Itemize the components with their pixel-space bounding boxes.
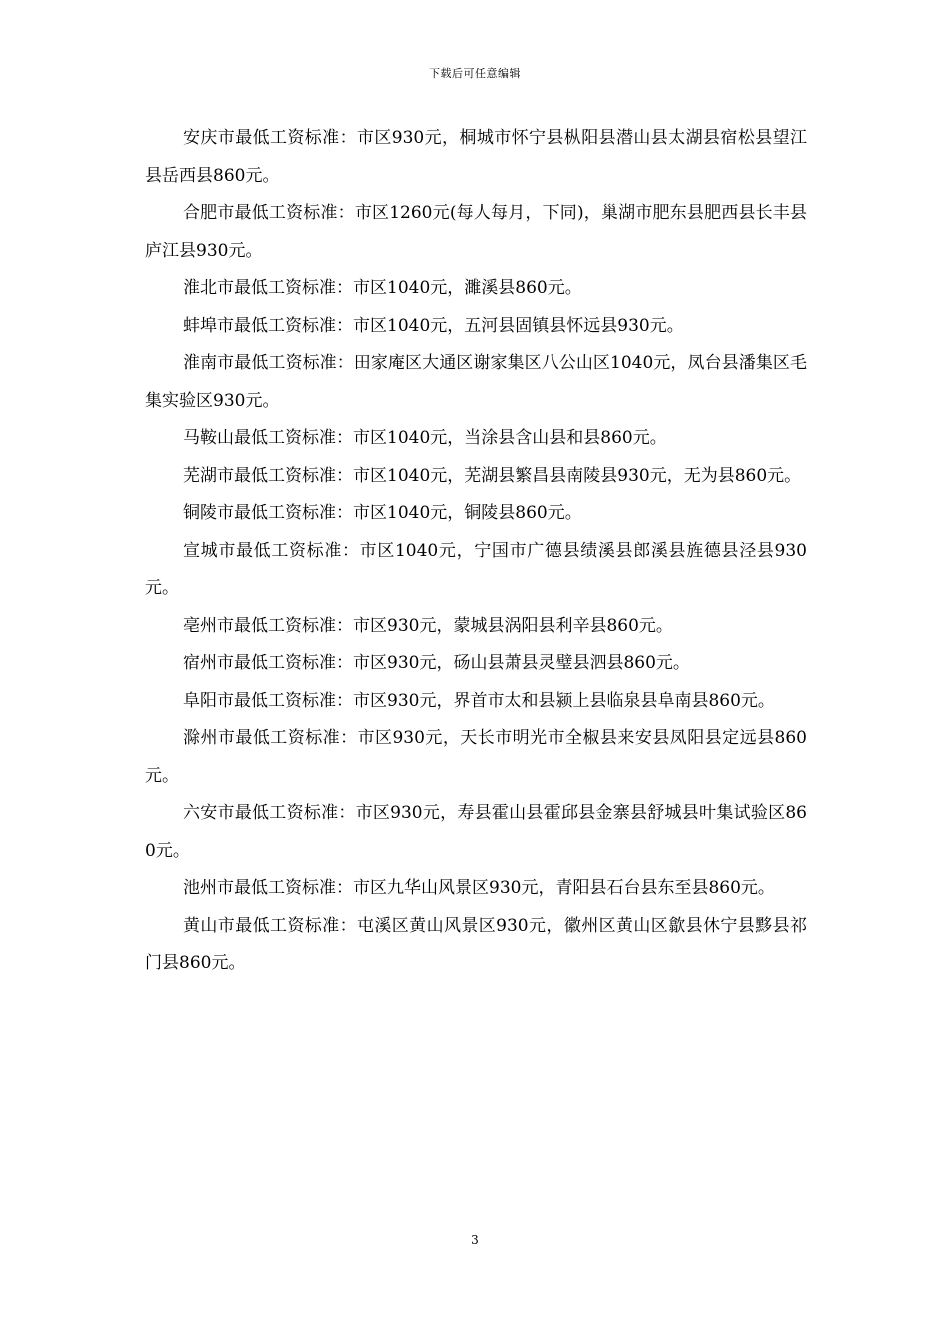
paragraph-xuancheng: 宣城市最低工资标准：市区1040元，宁国市广德县绩溪县郎溪县旌德县泾县930元。: [145, 540, 807, 598]
paragraph-huangshan: 黄山市最低工资标准：屯溪区黄山风景区930元，徽州区黄山区歙县休宁县黟县祁门县860元。: [145, 915, 807, 973]
document-body: [145, 120, 807, 983]
page-header: 下载后可任意编辑: [429, 67, 521, 80]
paragraph-maanshan: 马鞍山最低工资标准：市区1040元，当涂县含山县和县860元。: [183, 428, 667, 448]
paragraph-chizhou: 池州市最低工资标准：市区九华山风景区930元，青阳县石台县东至县860元。: [183, 878, 775, 898]
paragraph-huainan: 淮南市最低工资标准：田家庵区大通区谢家集区八公山区1040元，凤台县潘集区毛集实验区930元。: [145, 353, 807, 411]
paragraph-anqing: 安庆市最低工资标准：市区930元，桐城市怀宁县枞阳县潜山县太湖县宿松县望江县岳西县860元。: [145, 128, 807, 186]
paragraph-wuhu: 芜湖市最低工资标准：市区1040元，芜湖县繁昌县南陵县930元，无为县860元。: [183, 465, 802, 486]
paragraph-huaibei: 淮北市最低工资标准：市区1040元，濉溪县860元。: [183, 278, 582, 298]
paragraph-fuyang: 阜阳市最低工资标准：市区930元，界首市太和县颍上县临泉县阜南县860元。: [183, 690, 775, 711]
paragraph-tongling: 铜陵市最低工资标准：市区1040元，铜陵县860元。: [183, 503, 582, 523]
paragraph-hefei: 合肥市最低工资标准：市区1260元(每人每月，下同)，巢湖市肥东县肥西县长丰县庐江县930元。: [145, 203, 807, 261]
page-number: 3: [471, 1233, 479, 1247]
paragraph-bengbu: 蚌埠市最低工资标准：市区1040元，五河县固镇县怀远县930元。: [183, 315, 684, 336]
paragraph-suzhou: 宿州市最低工资标准：市区930元，砀山县萧县灵璧县泗县860元。: [183, 653, 690, 673]
paragraph-bozhou: 亳州市最低工资标准：市区930元，蒙城县涡阳县利辛县860元。: [183, 615, 673, 636]
paragraph-chuzhou: 滁州市最低工资标准：市区930元，天长市明光市全椒县来安县凤阳县定远县860元。: [145, 728, 807, 786]
paragraph-luan: 六安市最低工资标准：市区930元，寿县霍山县霍邱县金寨县舒城县叶集试验区860元。: [145, 803, 807, 861]
